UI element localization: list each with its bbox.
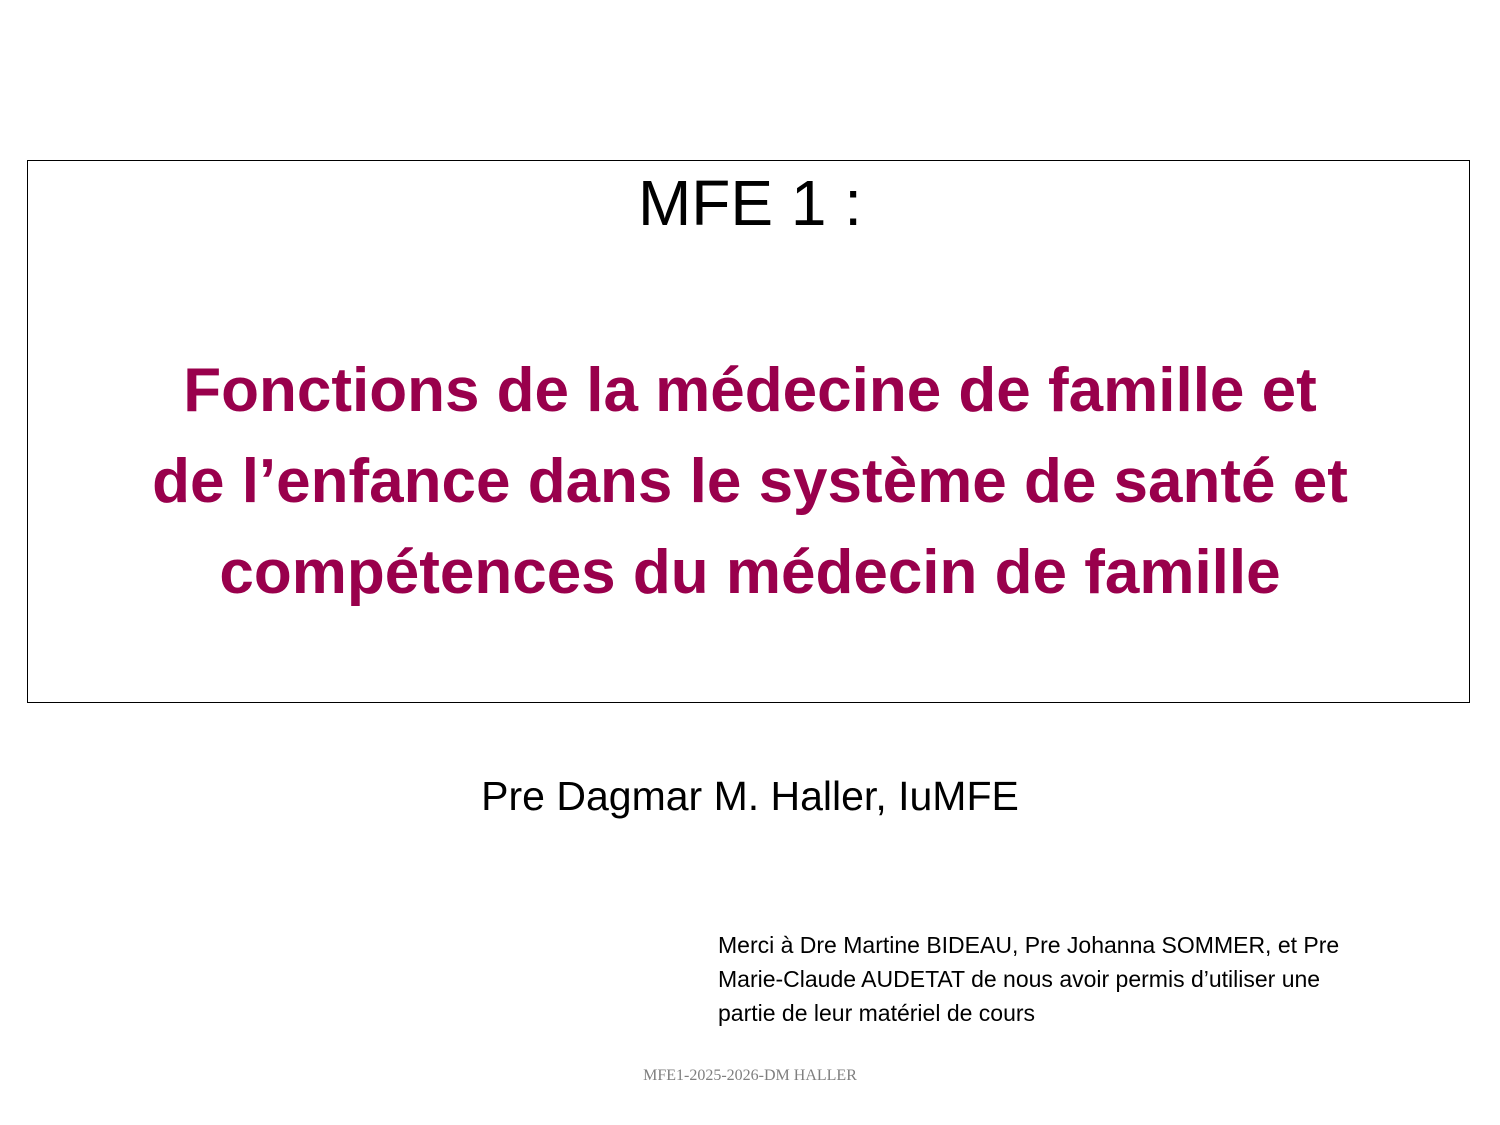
- slide-title-line-2: de l’enfance dans le système de santé et: [152, 447, 1348, 516]
- slide-footer: MFE1-2025-2026-DM HALLER: [643, 1067, 857, 1084]
- slide-title-line-3: compétences du médecin de famille: [219, 538, 1281, 607]
- presenter-name: Pre Dagmar M. Haller, IuMFE: [481, 773, 1019, 819]
- acknowledgement-line-3: partie de leur matériel de cours: [718, 1000, 1036, 1026]
- slide-title: [40, 345, 1460, 618]
- acknowledgement-line-1: Merci à Dre Martine BIDEAU, Pre Johanna SOMMER, et Pre: [718, 932, 1340, 958]
- acknowledgement-line-2: Marie-Claude AUDETAT de nous avoir permis d’utiliser une: [718, 966, 1321, 992]
- acknowledgement-text: [718, 928, 1448, 1030]
- slide-title-line-1: Fonctions de la médecine de famille et: [183, 356, 1317, 425]
- slide-title-prefix: MFE 1 :: [637, 167, 863, 239]
